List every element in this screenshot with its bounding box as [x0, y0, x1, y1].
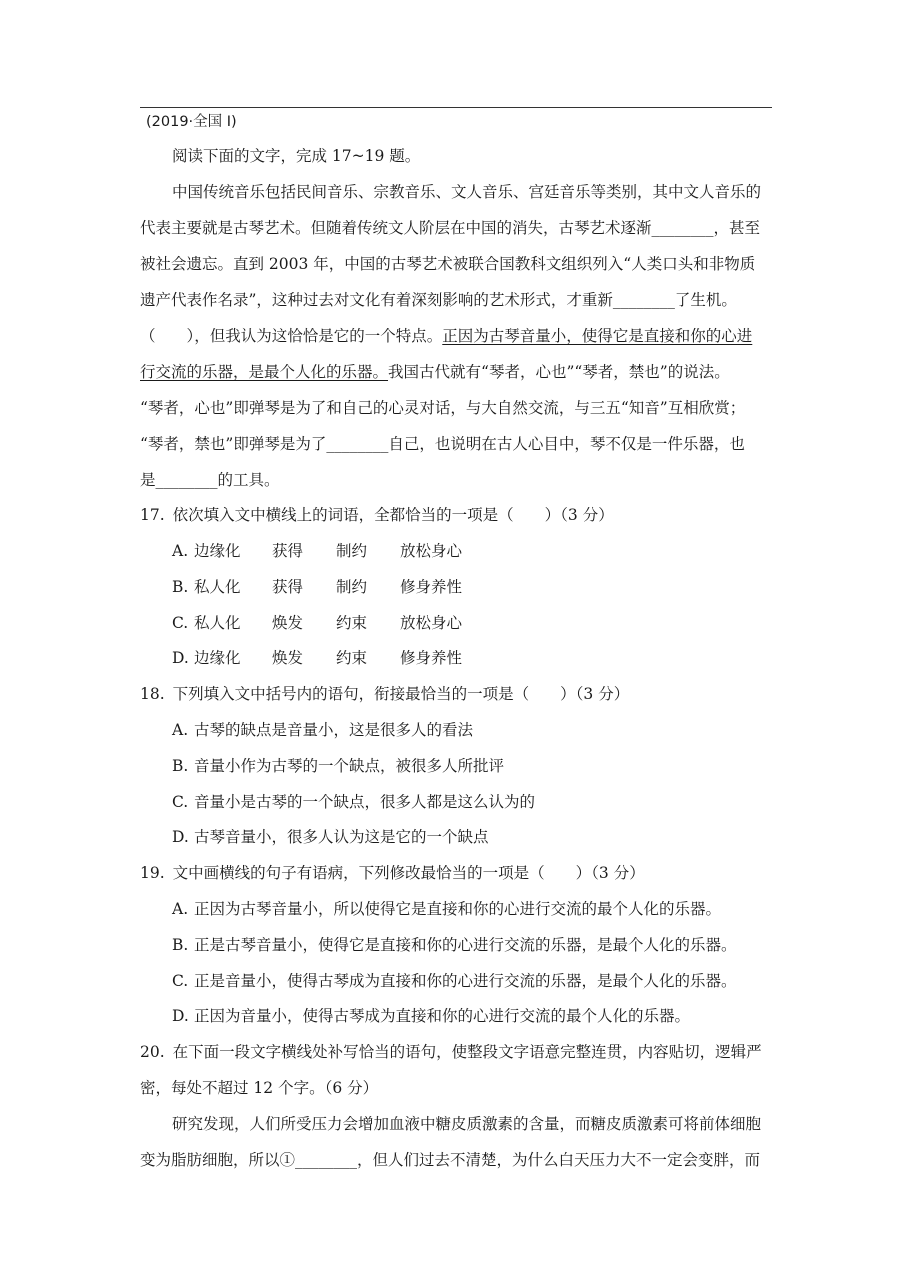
- q18-option-d[interactable]: [172, 827, 804, 847]
- passage-line: [140, 326, 772, 346]
- q17-option-a[interactable]: [172, 541, 804, 561]
- question-number: 17.: [140, 506, 165, 524]
- question-number: 19.: [140, 864, 165, 882]
- q18-option-c[interactable]: [172, 792, 804, 812]
- question-20-stem: [140, 1042, 772, 1062]
- underlined-sentence: 行交流的乐器，是最个人化的乐器。: [140, 363, 389, 381]
- option-word: 制约: [336, 578, 368, 596]
- option-word: 获得: [272, 542, 304, 560]
- option-text: 正因为音量小，使得古琴成为直接和你的心进行交流的最个人化的乐器。: [194, 1007, 691, 1025]
- option-text: 古琴音量小，很多人认为这是它的一个缺点: [194, 828, 489, 846]
- question-text: 在下面一段文字横线处补写恰当的语句，使整段文字语意完整连贯，内容贴切，逻辑严: [172, 1043, 762, 1061]
- option-word: 边缘化: [194, 649, 241, 667]
- passage-text: （ ），但我认为这恰恰是它的一个特点。: [140, 327, 443, 345]
- passage-line: 代表主要就是古琴艺术。但随着传统文人阶层在中国的消失，古琴艺术逐渐________，甚至: [140, 219, 761, 237]
- option-text: 正是古琴音量小，使得它是直接和你的心进行交流的乐器，是最个人化的乐器。: [194, 936, 737, 954]
- q20-passage-line: 研究发现，人们所受压力会增加血液中糖皮质激素的含量，而糖皮质激素可将前体细胞: [172, 1115, 762, 1133]
- instruction: 阅读下面的文字，完成 17~19 题。: [172, 147, 421, 165]
- option-word: 放松身心: [400, 614, 463, 632]
- option-word: 修身养性: [400, 649, 463, 667]
- option-word: 制约: [336, 542, 368, 560]
- option-label: D.: [172, 649, 189, 667]
- option-label: B.: [172, 936, 189, 954]
- option-word: 焕发: [272, 649, 304, 667]
- passage-line: “琴者，心也”即弹琴是为了和自己的心灵对话，与大自然交流，与三五“知音”互相欣赏；: [140, 399, 746, 417]
- option-label: C.: [172, 614, 189, 632]
- option-word: 私人化: [194, 614, 241, 632]
- option-word: 修身养性: [400, 578, 463, 596]
- option-label: B.: [172, 757, 189, 775]
- option-label: D.: [172, 828, 189, 846]
- option-text: 古琴的缺点是音量小，这是很多人的看法: [194, 721, 474, 739]
- source-note: (2019·全国 I): [146, 114, 237, 130]
- q20-passage-line: 变为脂肪细胞，所以①________，但人们过去不清楚，为什么白天压力大不一定会变胖，而: [140, 1151, 761, 1169]
- passage-line: 是________的工具。: [140, 471, 280, 489]
- passage-line: “琴者，禁也”即弹琴是为了________自己，也说明在古人心目中，琴不仅是一件乐器，也: [140, 435, 745, 453]
- option-label: D.: [172, 1007, 189, 1025]
- question-text: 文中画横线的句子有语病，下列修改最恰当的一项是（ ）（3 分）: [172, 864, 645, 882]
- option-text: 正因为古琴音量小，所以使得它是直接和你的心进行交流的最个人化的乐器。: [194, 900, 722, 918]
- question-number: 18.: [140, 685, 165, 703]
- q18-option-a[interactable]: [172, 720, 804, 740]
- q17-option-d[interactable]: [172, 648, 804, 668]
- option-word: 约束: [336, 614, 368, 632]
- option-label: B.: [172, 578, 189, 596]
- q19-option-c[interactable]: [172, 971, 804, 991]
- passage-line: 被社会遗忘。直到 2003 年，中国的古琴艺术被联合国教科文组织列入“人类口头和非物质: [140, 255, 756, 273]
- question-text: 下列填入文中括号内的语句，衔接最恰当的一项是（ ）（3 分）: [172, 685, 630, 703]
- option-text: 音量小是古琴的一个缺点，很多人都是这么认为的: [194, 793, 536, 811]
- question-text: 依次填入文中横线上的词语，全都恰当的一项是（ ）（3 分）: [172, 506, 614, 524]
- option-label: A.: [172, 721, 189, 739]
- question-18-stem: [140, 684, 772, 704]
- option-text: 正是音量小，使得古琴成为直接和你的心进行交流的乐器，是最个人化的乐器。: [194, 972, 737, 990]
- option-text: 音量小作为古琴的一个缺点，被很多人所批评: [194, 757, 505, 775]
- q19-option-b[interactable]: [172, 935, 804, 955]
- q17-option-c[interactable]: [172, 613, 804, 633]
- question-17-stem: [140, 505, 772, 525]
- option-word: 约束: [336, 649, 368, 667]
- option-label: C.: [172, 972, 189, 990]
- q19-option-a[interactable]: [172, 899, 804, 919]
- option-label: A.: [172, 542, 189, 560]
- option-word: 放松身心: [400, 542, 463, 560]
- question-number: 20.: [140, 1043, 165, 1061]
- passage-line: [140, 362, 772, 382]
- passage-line: 中国传统音乐包括民间音乐、宗教音乐、文人音乐、宫廷音乐等类别，其中文人音乐的: [172, 183, 762, 201]
- option-label: C.: [172, 793, 189, 811]
- option-word: 获得: [272, 578, 304, 596]
- option-word: 焕发: [272, 614, 304, 632]
- option-label: A.: [172, 900, 189, 918]
- underlined-sentence: 正因为古琴音量小，使得它是直接和你的心进: [442, 327, 753, 345]
- q19-option-d[interactable]: [172, 1006, 804, 1026]
- option-word: 边缘化: [194, 542, 241, 560]
- q17-option-b[interactable]: [172, 577, 804, 597]
- q18-option-b[interactable]: [172, 756, 804, 776]
- question-20-stem-cont: 密，每处不超过 12 个字。（6 分）: [140, 1079, 379, 1097]
- passage-line: 遗产代表作名录”，这种过去对文化有着深刻影响的艺术形式，才重新________了生机。: [140, 291, 737, 309]
- question-19-stem: [140, 863, 772, 883]
- top-rule: [140, 107, 772, 108]
- option-word: 私人化: [194, 578, 241, 596]
- passage-text: 我国古代就有“琴者，心也”“琴者，禁也”的说法。: [388, 363, 730, 381]
